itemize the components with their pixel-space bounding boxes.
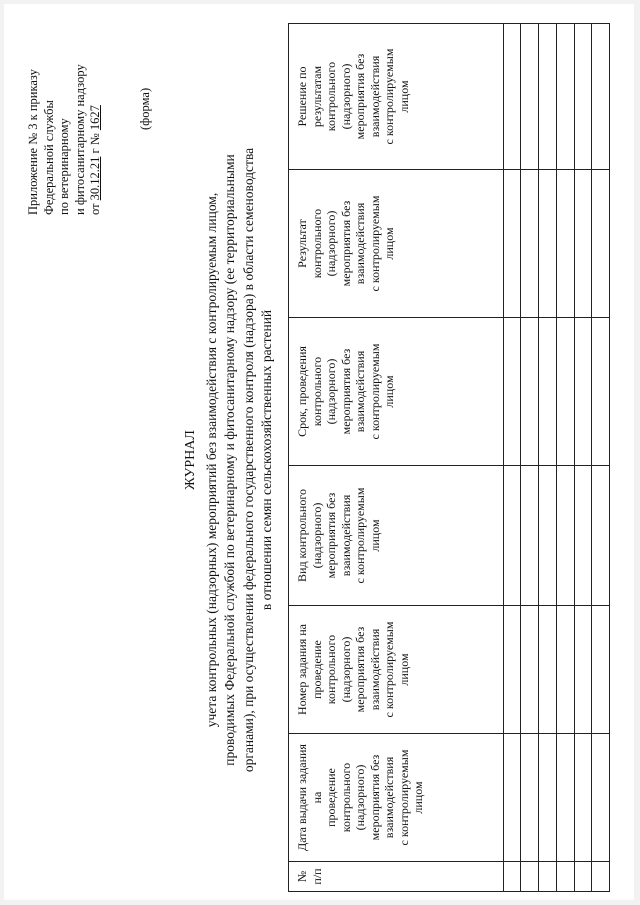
col-header-decision: Решение по результатам контрольного (надзорного) мероприятия без взаимодействия с контролируемым лицом bbox=[289, 24, 504, 170]
table-cell[interactable] bbox=[503, 606, 521, 734]
table-cell[interactable] bbox=[503, 466, 521, 606]
table-cell[interactable] bbox=[592, 318, 610, 466]
table-cell[interactable] bbox=[574, 170, 592, 318]
table-cell[interactable] bbox=[539, 466, 557, 606]
table-cell[interactable] bbox=[556, 862, 574, 892]
table-cell[interactable] bbox=[503, 170, 521, 318]
date-prefix: от bbox=[88, 203, 102, 215]
date-value: 30.12.21 bbox=[88, 156, 102, 201]
journal-title bbox=[182, 60, 277, 860]
table-cell[interactable] bbox=[592, 734, 610, 862]
table-cell[interactable] bbox=[592, 24, 610, 170]
table-cell[interactable] bbox=[556, 466, 574, 606]
table-cell[interactable] bbox=[539, 862, 557, 892]
table-cell[interactable] bbox=[556, 734, 574, 862]
table-cell[interactable] bbox=[539, 318, 557, 466]
title-line-3: органами), при осуществлении федерального государственного контроля (надзора) в области семеноводства bbox=[240, 147, 256, 773]
table-cell[interactable] bbox=[574, 24, 592, 170]
table-cell[interactable] bbox=[574, 734, 592, 862]
col-header-result: Результат контрольного (надзорного) мероприятия без взаимодействия с контролируемым лицом bbox=[289, 170, 504, 318]
table-cell[interactable] bbox=[574, 606, 592, 734]
table-cell[interactable] bbox=[592, 170, 610, 318]
appendix-line-3: по ветеринарному bbox=[57, 118, 71, 215]
table-cell[interactable] bbox=[521, 24, 539, 170]
table-cell[interactable] bbox=[574, 862, 592, 892]
table-cell[interactable] bbox=[539, 24, 557, 170]
table-row bbox=[592, 24, 610, 892]
table-cell[interactable] bbox=[592, 466, 610, 606]
table-cell[interactable] bbox=[574, 466, 592, 606]
journal-table bbox=[288, 23, 610, 892]
table-cell[interactable] bbox=[503, 24, 521, 170]
title-line-2: проводимых Федеральной службой по ветеринарному и фитосанитарному надзору (ее территориальными bbox=[222, 154, 237, 766]
appendix-line-2: Федеральной службы bbox=[41, 100, 56, 215]
table-cell[interactable] bbox=[521, 466, 539, 606]
document-page bbox=[4, 4, 634, 900]
form-label: (форма) bbox=[138, 87, 152, 130]
title-heading: ЖУРНАЛ bbox=[183, 430, 198, 490]
table-cell[interactable] bbox=[556, 606, 574, 734]
table-cell[interactable] bbox=[521, 734, 539, 862]
col-header-number: № п/п bbox=[289, 862, 504, 892]
rotated-content bbox=[4, 4, 634, 900]
table-cell[interactable] bbox=[574, 318, 592, 466]
appendix-line-1: Приложение № 3 к приказу bbox=[26, 69, 40, 215]
title-line-1: учета контрольных (надзорных) мероприятий без взаимодействия с контролируемым лицом, bbox=[203, 192, 219, 728]
table-row bbox=[574, 24, 592, 892]
table-cell[interactable] bbox=[539, 170, 557, 318]
table-cell[interactable] bbox=[521, 170, 539, 318]
col-header-task-number: Номер задания на проведение контрольного (надзорного) мероприятия без взаимодействия с контролируемым лицом bbox=[289, 606, 504, 734]
col-header-measure-type: Вид контрольного (надзорного) мероприятия без взаимодействия с контролируемым лицом bbox=[289, 466, 504, 606]
number-prefix: г № bbox=[88, 133, 102, 154]
title-line-4: в отношении семян сельскохозяйственных растений bbox=[259, 309, 274, 611]
table-row bbox=[503, 24, 521, 892]
table-cell[interactable] bbox=[503, 734, 521, 862]
appendix-line-4: и фитосанитарному надзору bbox=[72, 64, 87, 215]
table-cell[interactable] bbox=[539, 734, 557, 862]
table-row bbox=[521, 24, 539, 892]
table-cell[interactable] bbox=[592, 862, 610, 892]
table-cell[interactable] bbox=[556, 24, 574, 170]
appendix-date-line bbox=[88, 15, 104, 215]
table-body bbox=[503, 24, 609, 892]
appendix-block bbox=[26, 15, 104, 215]
col-header-task-date: Дата выдачи задания на проведение контрольного (надзорного) мероприятия без взаимодействия с контролируемым лицом bbox=[289, 734, 504, 862]
table-cell[interactable] bbox=[521, 862, 539, 892]
table-cell[interactable] bbox=[556, 170, 574, 318]
table-cell[interactable] bbox=[539, 606, 557, 734]
table-header-row bbox=[289, 24, 504, 892]
table-cell[interactable] bbox=[556, 318, 574, 466]
table-cell[interactable] bbox=[503, 318, 521, 466]
table-cell[interactable] bbox=[521, 606, 539, 734]
table-cell[interactable] bbox=[521, 318, 539, 466]
table-row bbox=[556, 24, 574, 892]
number-value: 1627 bbox=[88, 105, 102, 131]
table-cell[interactable] bbox=[592, 606, 610, 734]
table-row bbox=[539, 24, 557, 892]
col-header-term: Срок, проведения контрольного (надзорного) мероприятия без взаимодействия с контролируемым лицом bbox=[289, 318, 504, 466]
table-cell[interactable] bbox=[503, 862, 521, 892]
